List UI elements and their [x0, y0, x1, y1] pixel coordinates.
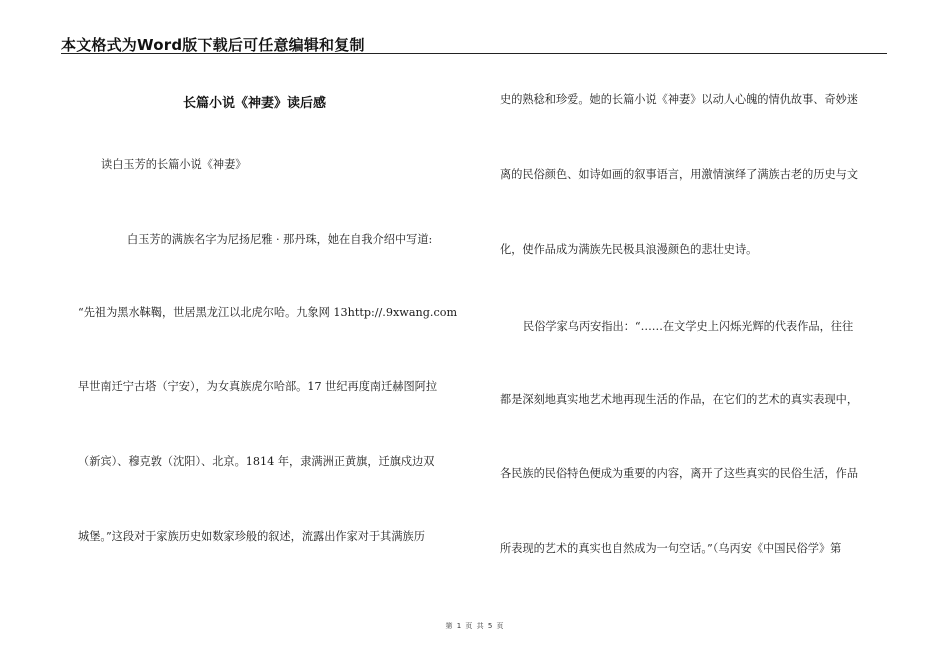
paragraph-line: 化，使作品成为满族先民极具浪漫颜色的悲壮史诗。	[500, 243, 758, 256]
paragraph-line: 早世南迁宁古塔（宁安），为女真族虎尔哈部。17 世纪再度南迁赫图阿拉	[78, 380, 438, 393]
header-divider	[61, 53, 887, 54]
paragraph-line: 白玉芳的满族名字为尼扬尼雅 · 那丹珠，她在自我介绍中写道:	[127, 233, 433, 246]
paragraph-line: 各民族的民俗特色便成为重要的内容，离开了这些真实的民俗生活，作品	[500, 467, 859, 480]
download-banner: 本文格式为Word版下载后可任意编辑和复制	[61, 36, 365, 54]
paragraph-line: “先祖为黑水靺鞨，世居黑龙江以北虎尔哈。九象网 13http://.9xwang.com	[78, 306, 458, 319]
document-title: 长篇小说《神妻》读后感	[183, 96, 327, 111]
paragraph-line: 民俗学家乌丙安指出：“……在文学史上闪烁光辉的代表作品，往往	[523, 320, 854, 333]
paragraph-line: 所表现的艺术的真实也自然成为一句空话。”（乌丙安《中国民俗学》第	[500, 542, 842, 555]
page-number: 第 1 页 共 5 页	[445, 622, 505, 630]
paragraph-line: 读白玉芳的长篇小说《神妻》	[101, 158, 247, 171]
paragraph-line: 城堡。”这段对于家族历史如数家珍般的叙述，流露出作家对于其满族历	[78, 530, 425, 543]
paragraph-line: 史的熟稔和珍爱。她的长篇小说《神妻》以动人心魄的情仇故事、奇妙迷	[500, 93, 859, 106]
paragraph-line: 离的民俗颜色、如诗如画的叙事语言，用激情演绎了满族古老的历史与文	[500, 168, 859, 181]
paragraph-line: （新宾）、穆克敦（沈阳）、北京。1814 年，隶满洲正黄旗，迁旗戍边双	[78, 455, 435, 468]
paragraph-line: 都是深刻地真实地艺术地再现生活的作品，在它们的艺术的真实表现中，	[500, 393, 859, 406]
